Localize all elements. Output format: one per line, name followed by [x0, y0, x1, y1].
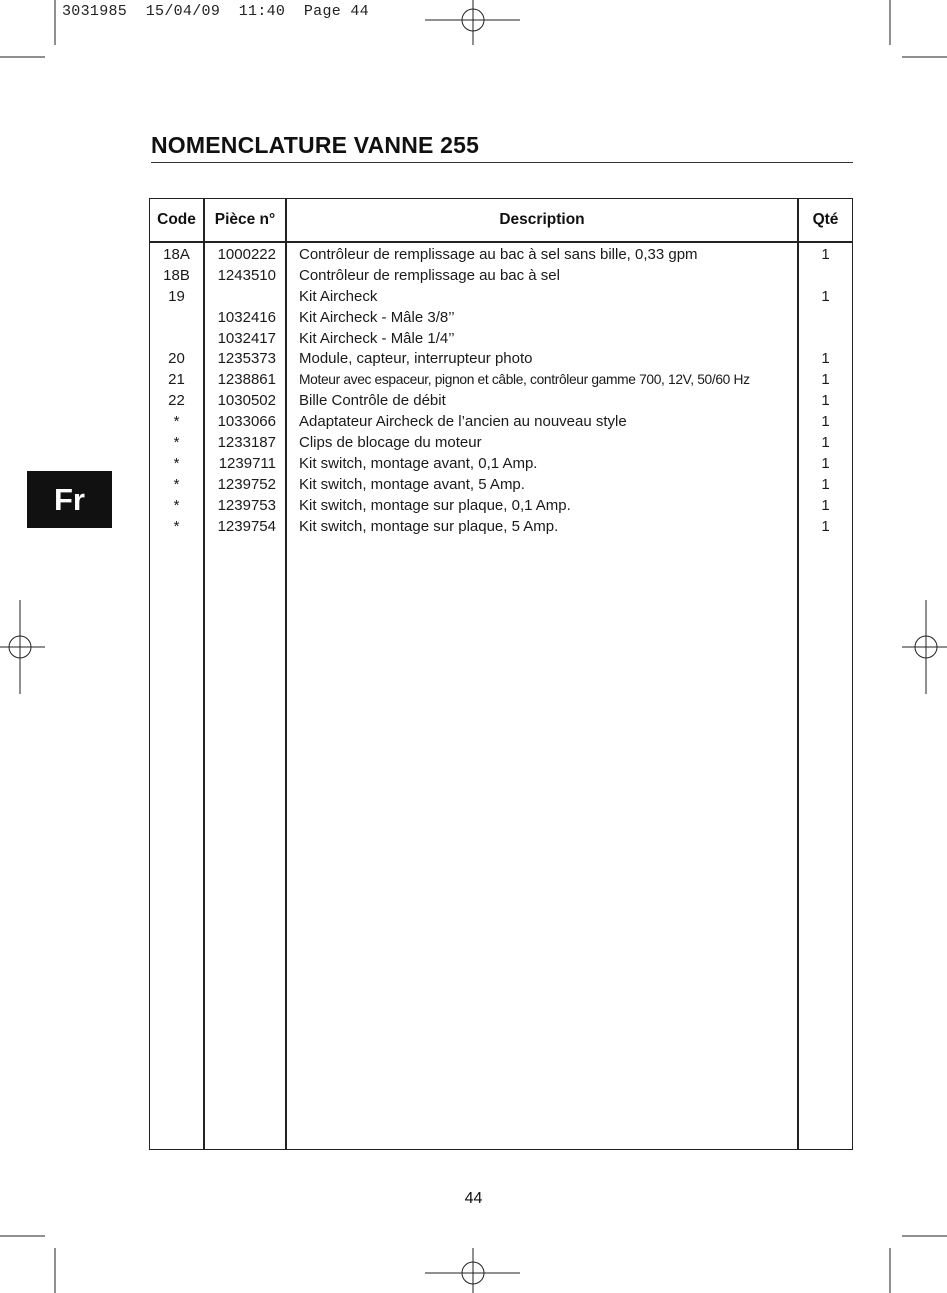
cell-quantity: 1: [821, 246, 830, 263]
title-underline: [151, 162, 853, 163]
table-row: [149, 308, 853, 329]
cell-piece-number: 1243510: [217, 266, 276, 284]
cell-description: Kit switch, montage avant, 0,1 Amp.: [299, 454, 538, 472]
cell-piece-number: 1033066: [217, 413, 276, 431]
table-row: [149, 454, 853, 475]
cell-description: Contrôleur de remplissage au bac à sel: [299, 266, 560, 284]
cell-code: *: [173, 475, 180, 493]
cell-quantity: 1: [821, 287, 830, 305]
cell-description: Moteur avec espaceur, pignon et câble, contrôleur gamme 700, 12V, 50/60 Hz: [299, 372, 750, 388]
table-row: [149, 391, 853, 412]
cell-quantity: 1: [821, 475, 830, 493]
cell-quantity: 1: [821, 517, 830, 535]
cell-code: 22: [168, 392, 185, 410]
cell-piece-number: 1239711: [218, 454, 276, 472]
cell-description: Kit switch, montage sur plaque, 5 Amp.: [299, 517, 559, 535]
table-row: [149, 287, 853, 308]
cell-quantity: 1: [821, 454, 830, 472]
cell-piece-number: 1030502: [217, 392, 276, 410]
table-body: [149, 245, 853, 537]
header-description: Description: [499, 210, 585, 228]
table-row: [149, 370, 853, 391]
cell-code: 18B: [163, 266, 190, 284]
cell-quantity: 1: [821, 434, 830, 452]
page-title: NOMENCLATURE VANNE 255: [151, 132, 480, 158]
cell-code: 18A: [163, 246, 190, 263]
language-tab: Fr: [27, 471, 112, 528]
cell-piece-number: 1032416: [217, 308, 276, 326]
cell-piece-number: 1239752: [217, 475, 276, 493]
header-divider: [149, 241, 853, 243]
cell-piece-number: 1032417: [217, 329, 276, 347]
parts-table: [149, 198, 853, 1150]
cell-description: Bille Contrôle de débit: [299, 392, 446, 410]
cell-quantity: 1: [821, 371, 830, 389]
header-qty: Qté: [812, 210, 839, 228]
cell-description: Clips de blocage du moteur: [299, 434, 482, 452]
cell-piece-number: 1239753: [217, 496, 276, 514]
table-row: [149, 266, 853, 287]
header-piece: Pièce n°: [214, 210, 276, 228]
cell-quantity: 1: [821, 496, 830, 514]
header-code: Code: [157, 210, 196, 228]
cell-code: 20: [168, 350, 185, 368]
cell-description: Kit Aircheck: [299, 287, 378, 305]
cell-piece-number: 1239754: [217, 517, 276, 535]
cell-description: Kit switch, montage sur plaque, 0,1 Amp.: [299, 496, 571, 514]
table-row: [149, 349, 853, 370]
table-row: [149, 433, 853, 454]
cell-piece-number: 1238861: [217, 371, 276, 389]
table-row: [149, 496, 853, 517]
cell-description: Adaptateur Aircheck de l’ancien au nouveau style: [299, 413, 627, 431]
cell-description: Kit Aircheck - Mâle 1/4’’: [299, 329, 455, 347]
cell-description: Contrôleur de remplissage au bac à sel sans bille, 0,33 gpm: [299, 246, 698, 263]
cell-code: *: [173, 434, 180, 452]
cell-piece-number: 1000222: [217, 246, 276, 263]
cell-code: *: [173, 496, 180, 514]
cell-code: 21: [168, 371, 185, 389]
cell-quantity: 1: [821, 350, 830, 368]
table-row: [149, 475, 853, 496]
print-slug: 3031985 15/04/09 11:40 Page 44: [62, 3, 369, 20]
cell-piece-number: 1233187: [217, 434, 276, 452]
cell-description: Module, capteur, interrupteur photo: [299, 350, 533, 368]
cell-quantity: 1: [821, 413, 830, 431]
cell-description: Kit switch, montage avant, 5 Amp.: [299, 475, 525, 493]
table-row: [149, 517, 853, 538]
cell-quantity: 1: [821, 392, 830, 410]
table-row: [149, 329, 853, 350]
cell-description: Kit Aircheck - Mâle 3/8’’: [299, 308, 455, 326]
cell-piece-number: 1235373: [217, 350, 276, 368]
cell-code: *: [173, 454, 180, 472]
cell-code: 19: [168, 287, 185, 305]
cell-code: *: [173, 413, 180, 431]
table-row: [149, 412, 853, 433]
table-row: [149, 245, 853, 266]
page-number: 44: [464, 1190, 483, 1207]
cell-code: *: [173, 517, 180, 535]
